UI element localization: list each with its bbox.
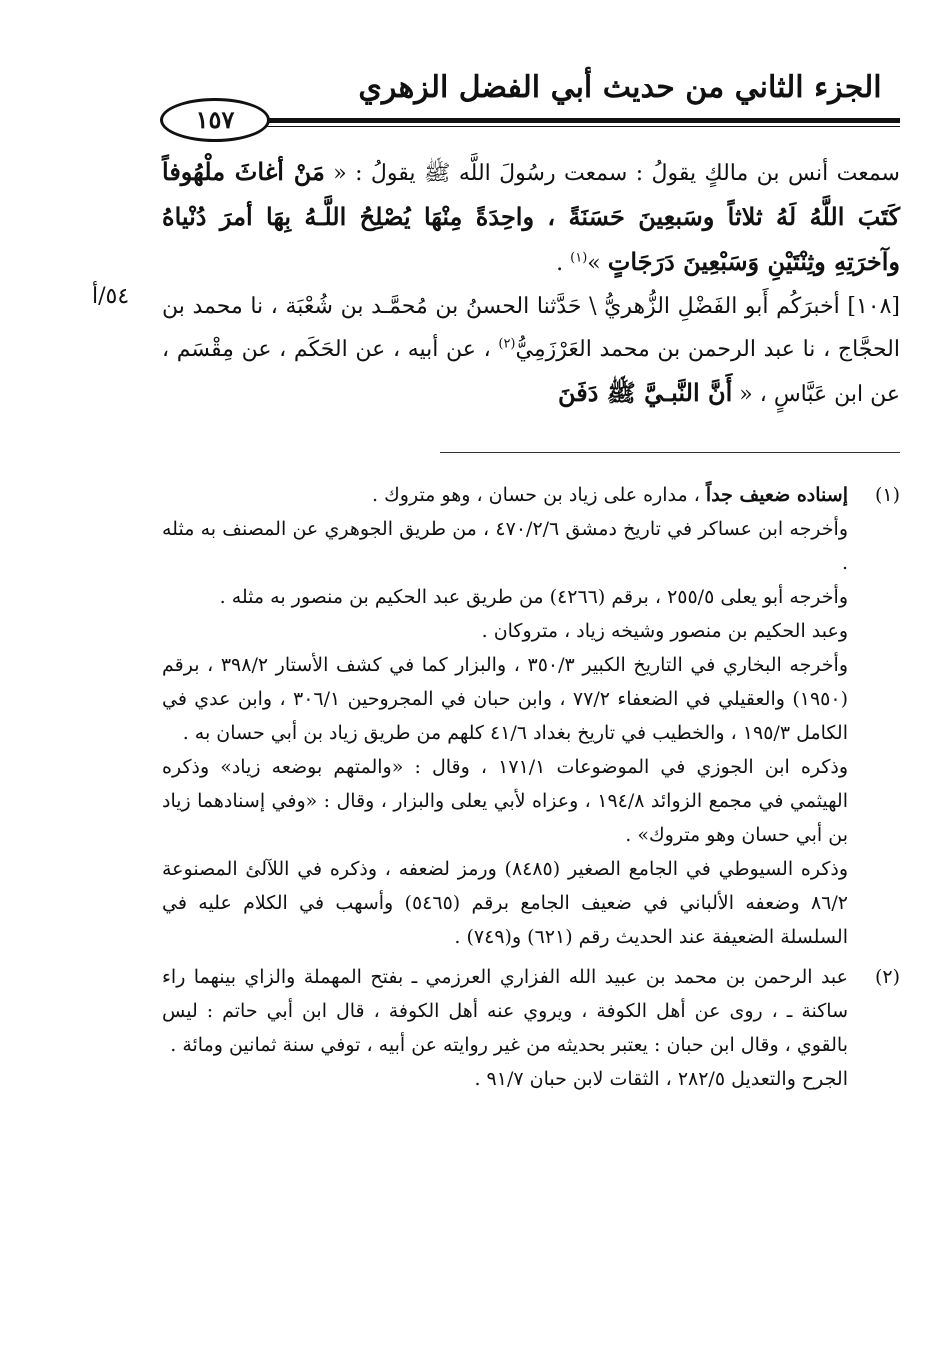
- footnote-paragraph: وذكره ابن الجوزي في الموضوعات ١٧١/١ ، وقال : «والمتهم بوضعه زياد» وذكره الهيثمي في مجمع الزوائد ١٩٤/٨ ، وعزاه لأبي يعلى والبزار ، وقال : «وفي إسنادهما زياد بن أبي حسان وهو متروك» .: [162, 756, 849, 846]
- footnote-paragraph: وذكره السيوطي في الجامع الصغير (٨٤٨٥) ورمز لضعفه ، وذكره في اللآلئ المصنوعة ٨٦/٢ وضعفه الألباني في ضعيف الجامع برقم (٥٤٦٥) وأسهب في الكلام عليه في السلسلة الضعيفة عند الحديث رقم (٦٢١) و(٧٤٩) .: [162, 858, 848, 948]
- footnote-number: (٢): [874, 966, 900, 988]
- narration-chain-cont: ، عن أبيه ، عن الحَكَم ، عن مِقْسَم ، عن ابن عَبَّاسٍ ، «: [162, 337, 900, 407]
- footnote-paragraph: [162, 478, 848, 512]
- footnote-divider: [440, 452, 900, 453]
- footnote-1: [162, 478, 900, 954]
- sentence-end: .: [556, 251, 571, 276]
- header-rule-thick: [248, 118, 900, 123]
- grading-detail: ، مداره على زياد بن حسان ، وهو متروك .: [372, 484, 706, 506]
- footnote-paragraph: عبد الرحمن بن محمد بن عبيد الله الفزاري العرزمي ـ بفتح المهملة والزاي بينهما راء ساكنة ـ ، روى عن أهل الكوفة ، ويروي عنه أهل الكوفة ، قال ابن أبي حاتم : ليس بالقوي ، وقال ابن حبان : يعتبر بحديثه من غير روايته عن أبيه ، توفي سنة ثمانين ومائة .: [162, 966, 848, 1056]
- header-rule-thin: [248, 126, 900, 127]
- footnotes: [162, 478, 900, 1102]
- footnote-number: (١): [874, 484, 900, 506]
- footnote-paragraph: وعبد الحكيم بن منصور وشيخه زياد ، متروكان .: [481, 620, 848, 642]
- hadith-text: أَنَّ النَّبـيَّ ﷺ دَفَنَ: [558, 378, 733, 407]
- footnote-ref-1[interactable]: (١): [570, 250, 588, 266]
- footnote-2: [162, 960, 900, 1096]
- footnote-paragraph: الجرح والتعديل ٢٨٢/٥ ، الثقات لابن حبان ٩١/٧ .: [474, 1068, 848, 1090]
- footnote-paragraph: وأخرجه البخاري في التاريخ الكبير ٣٥٠/٣ ، والبزار كما في كشف الأستار ٣٩٨/٢ ، برقم (١٩٥٠) والعقيلي في الضعفاء ٧٧/٢ ، وابن حبان في المجروحين ٣٠٦/١ ، وابن عدي في الكامل ١٩٥/٣ ، والخطيب في تاريخ بغداد ٤١/٦ كلهم من طريق زياد بن أبي حسان به .: [162, 654, 848, 744]
- narration-chain: سمعت أنس بن مالكٍ يقولُ : سمعت رسُولَ اللَّه ﷺ يقولُ : «: [324, 161, 900, 186]
- footnote-paragraph: وأخرجه أبو يعلى ٢٥٥/٥ ، برقم (٤٢٦٦) من طريق عبد الحكيم بن منصور به مثله .: [219, 586, 848, 608]
- footnote-paragraph: وأخرجه ابن عساكر في تاريخ دمشق ٤٧٠/٢/٦ ، من طريق الجوهري عن المصنف به مثله .: [162, 518, 848, 574]
- narration-chain: [١٠٨] أخبرَكُم أَبو الفَضْلِ الزُّهريُّ \ حَدَّثنا الحسنُ بن مُحمَّـد بن شُعْبَة ، نا محمد بن الحجَّاج ، نا عبد الرحمن بن محمد العَرْزَمِيُّ: [162, 294, 900, 362]
- hadith-paragraph-2: [162, 285, 900, 416]
- manuscript-folio-ref: ٥٤/أ: [92, 284, 130, 309]
- footnote-ref-2[interactable]: (٢): [498, 336, 516, 352]
- grading: إسناده ضعيف جداً: [705, 484, 848, 506]
- quote-close: »: [587, 251, 608, 276]
- running-title: الجزء الثاني من حديث أبي الفضل الزهري: [358, 70, 882, 105]
- hadith-text: مَنْ أغاثَ ملْهُوفاً كَتَبَ اللَّهُ لَهُ ثلاثاً وسَبعِينَ حَسَنَةً ، واحِدَةً مِنْهَا يُصْلِحُ اللَّـهُ بِهَا أمرَ دُنْياهُ وآخرَتِهِ وثِنْتَيْنِ وَسَبْعِينَ دَرَجَاتٍ: [162, 157, 900, 276]
- page-header: [160, 60, 900, 134]
- main-text: [162, 150, 900, 416]
- page-number-badge: ١٥٧: [160, 98, 270, 142]
- hadith-paragraph-1: [162, 150, 900, 285]
